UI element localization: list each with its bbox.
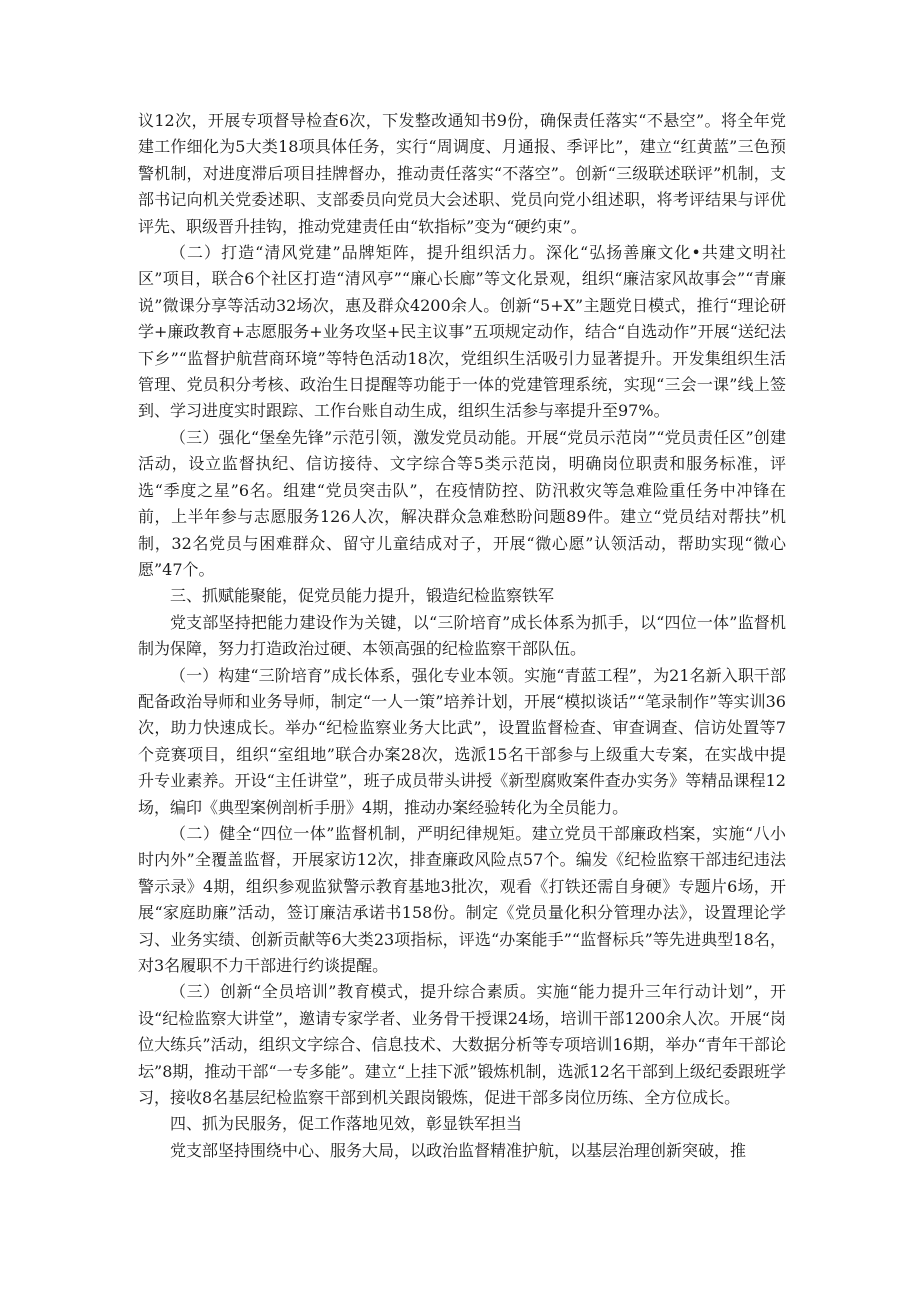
paragraph-section-3-2: （二）健全“四位一体”监督机制，严明纪律规矩。建立党员干部廉政档案，实施“八小时内外”全覆盖监督，开展家访12次，排查廉政风险点57个。编发《纪检监察干部违纪违法警示录》4期，组织参观监狱警示教育基地3批次，观看《打铁还需自身硬》专题片6场，开展“家庭助廉”活动，签订廉洁承诺书158份。制定《党员量化积分管理办法》，设置理论学习、业务实绩、创新贡献等6大类23项指标，评选“办案能手”“监督标兵”等先进典型18名，对3名履职不力干部进行约谈提醒。 (138, 823, 786, 975)
paragraph-section-4-intro: 党支部坚持围绕中心、服务大局，以政治监督精准护航，以基层治理创新突破，推 (170, 1140, 747, 1160)
paragraph-section-3-1: （一）构建“三阶培育”成长体系，强化专业本领。实施“青蓝工程”，为21名新入职干部配备政治导师和业务导师，制定“一人一策”培养计划，开展“模拟谈话”“笔录制作”等实训36次，助力快速成长。举办“纪检监察业务大比武”，设置监督检查、审查调查、信访处置等7个竞赛项目，组织“室组地”联合办案28次，选派15名干部参与上级重大专案，在实战中提升专业素养。开设“主任讲堂”，班子成员带头讲授《新型腐败案件查办实务》等精品课程12场，编印《典型案例剖析手册》4期，推动办案经验转化为全员能力。 (138, 665, 786, 817)
paragraph-section-3-3: （三）创新“全员培训”教育模式，提升综合素质。实施“能力提升三年行动计划”，开设“纪检监察大讲堂”，邀请专家学者、业务骨干授课24场，培训干部1200余人次。开展“岗位大练兵”活动，组织文字综合、信息技术、大数据分析等专项培训16期，举办“青年干部论坛”8期，推动干部“一专多能”。建立“上挂下派”锻炼机制，选派12名干部到上级纪委跟班学习，接收8名基层纪检监察干部到机关跟岗锻炼，促进干部多岗位历练、全方位成长。 (138, 982, 786, 1108)
paragraph-section-2-2: （二）打造“清风党建”品牌矩阵，提升组织活力。深化“弘扬善廉文化•共建文明社区”项目，联合6个社区打造“清风亭”“廉心长廊”等文化景观，组织“廉洁家风故事会”“青廉说”微课分享等活动32场次，惠及群众4200余人。创新“5+X”主题党日模式，推行“理论研学+廉政教育+志愿服务+业务攻坚+民主议事”五项规定动作，结合“自选动作”开展“送纪法下乡”“监督护航营商环境”等特色活动18次，党组织生活吸引力显著提升。开发集组织生活管理、党员积分考核、政治生日提醒等功能于一体的党建管理系统，实现“三会一课”线上签到、学习进度实时跟踪、工作台账自动生成，组织生活参与率提升至97%。 (138, 243, 786, 421)
heading-section-4: 四、抓为民服务，促工作落地见效，彰显铁军担当 (170, 1114, 523, 1134)
paragraph-section-2-3: （三）强化“堡垒先锋”示范引领，激发党员动能。开展“党员示范岗”“党员责任区”创建活动，设立监督执纪、信访接待、文字综合等5类示范岗，明确岗位职责和服务标准，评选“季度之星”6名。组建“党员突击队”，在疫情防控、防汛救灾等急难险重任务中冲锋在前，上半年参与志愿服务126人次，解决群众急难愁盼问题89件。建立“党员结对帮扶”机制，32名党员与困难群众、留守儿童结成对子，开展“微心愿”认领活动，帮助实现“微心愿”47个。 (138, 427, 786, 579)
heading-section-3: 三、抓赋能聚能，促党员能力提升，锻造纪检监察铁军 (170, 586, 555, 606)
document-body (138, 108, 786, 1164)
paragraph-section-3-intro: 党支部坚持把能力建设作为关键，以“三阶培育”成长体系为抓手，以“四位一体”监督机制为保障，努力打造政治过硬、本领高强的纪检监察干部队伍。 (138, 612, 786, 659)
paragraph-continued: 议12次，开展专项督导检查6次，下发整改通知书9份，确保责任落实“不悬空”。将全年党建工作细化为5大类18项具体任务，实行“周调度、月通报、季评比”，建立“红黄蓝”三色预警机制，对进度滞后项目挂牌督办，推动责任落实“不落空”。创新“三级联述联评”机制，支部书记向机关党委述职、支部委员向党员大会述职、党员向党小组述职，将考评结果与评优评先、职级晋升挂钩，推动党建责任由“软指标”变为“硬约束”。 (138, 111, 786, 236)
